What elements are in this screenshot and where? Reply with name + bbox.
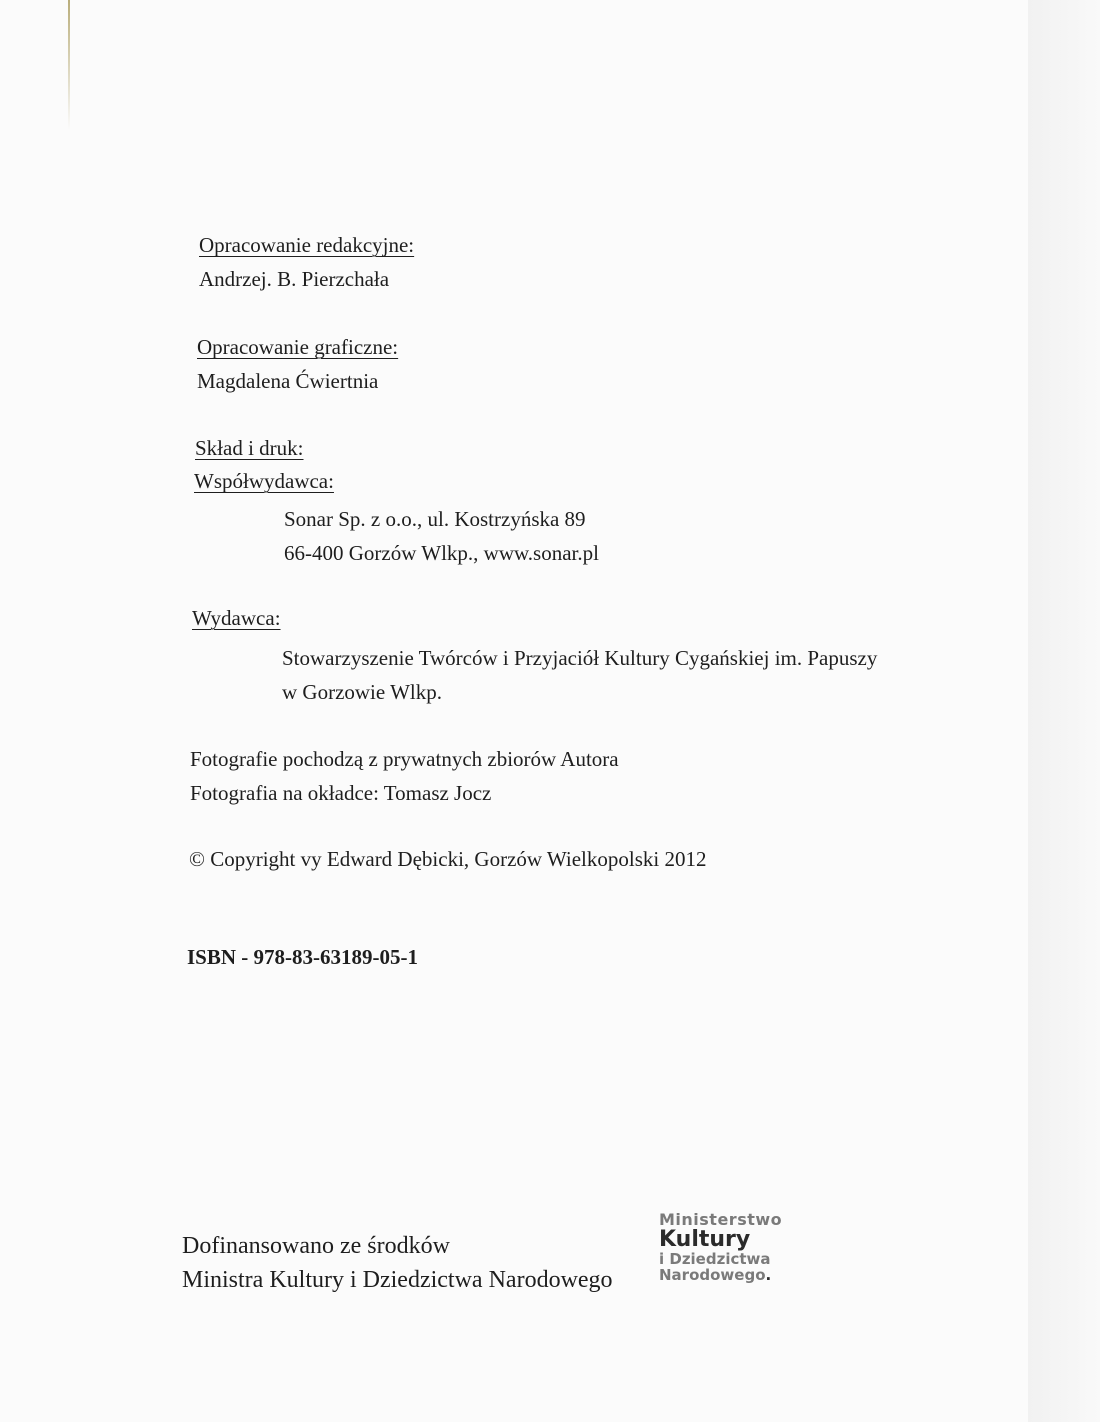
print-credit	[195, 431, 304, 465]
copublisher-label: Współwydawca:	[194, 469, 334, 493]
graphic-label: Opracowanie graficzne:	[197, 335, 399, 359]
logo-dot: .	[765, 1266, 772, 1284]
isbn-number: ISBN - 978-83-63189-05-1	[187, 945, 418, 969]
graphic-value: Magdalena Ćwiertnia	[197, 369, 379, 393]
binding-mark	[68, 0, 70, 130]
logo-line-1: Ministerstwo	[659, 1210, 783, 1229]
logo-line-3: i Dziedzictwa	[659, 1250, 771, 1268]
photos-source: Fotografie pochodzą z prywatnych zbiorów Autora	[190, 747, 619, 771]
photo-credits	[190, 742, 619, 810]
copyright-notice: © Copyright vy Edward Dębicki, Gorzów Wielkopolski 2012	[189, 847, 707, 871]
editorial-value: Andrzej. B. Pierzchała	[199, 267, 390, 291]
copublisher-city: 66-400 Gorzów Wlkp., www.sonar.pl	[284, 541, 599, 565]
publisher-name: Stowarzyszenie Twórców i Przyjaciół Kultury Cygańskiej im. Papuszy	[282, 646, 878, 670]
funding-line-2: Ministra Kultury i Dziedzictwa Narodowego	[182, 1267, 613, 1293]
publisher-credit	[192, 601, 877, 709]
funding-line-1: Dofinansowano ze środków	[182, 1233, 450, 1259]
copublisher-address: Sonar Sp. z o.o., ul. Kostrzyńska 89	[284, 507, 586, 531]
page-edge-shadow	[1028, 0, 1100, 1422]
graphic-credit	[197, 330, 398, 398]
funding-note	[182, 1229, 613, 1297]
editorial-credit	[199, 228, 414, 296]
logo-line-4-text: Narodowego	[659, 1266, 766, 1284]
copublisher-credit	[194, 464, 599, 570]
publisher-label: Wydawca:	[192, 606, 281, 630]
publisher-city: w Gorzowie Wlkp.	[282, 680, 442, 704]
ministry-logo	[659, 1212, 782, 1283]
print-label: Skład i druk:	[195, 436, 304, 460]
logo-line-4	[659, 1268, 782, 1283]
cover-photo-credit: Fotografia na okładce: Tomasz Jocz	[190, 781, 492, 805]
editorial-label: Opracowanie redakcyjne:	[199, 233, 415, 257]
logo-line-2: Kultury	[659, 1227, 751, 1252]
